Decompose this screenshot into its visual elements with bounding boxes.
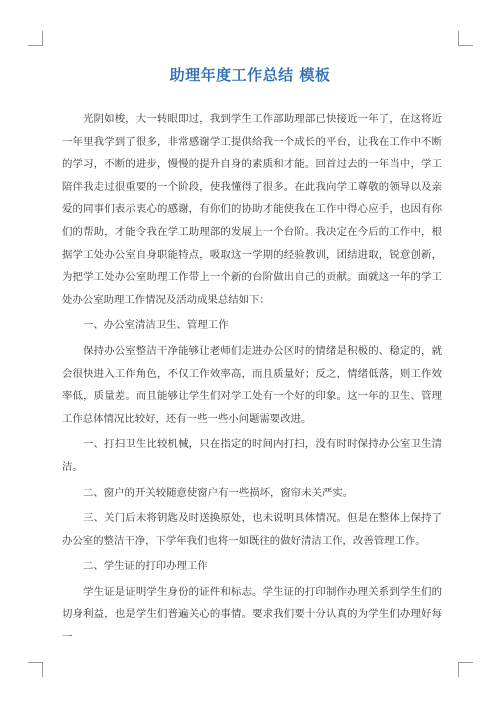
section-heading-student-id: 二、学生证的打印办理工作 bbox=[83, 560, 208, 573]
section-heading-cleaning: 一、办公室清洁卫生、管理工作 bbox=[83, 319, 229, 332]
paragraph-cleaning: 保持办公室整洁干净能够让老师们走进办公区时的情绪是积极的、稳定的，就会很快进入工作角色，不仅工作效率高，而且质量好；反之，情绪低落，则工作效率低，质量差。而且能够让学生们对学工处有一个好的印象。这一年的卫生、管理工作总体情况比较好，还有一些一些小问题需要改进。 bbox=[62, 344, 442, 425]
list-item-cleaning-1: 一、打扫卫生比较机械，只在指定的时间内打扫，没有时时保持办公室卫生清洁。 bbox=[62, 438, 442, 473]
document-body bbox=[62, 108, 442, 649]
crop-mark-top-left bbox=[28, 31, 43, 46]
list-item-cleaning-2: 二、窗户的开关较随意使窗户有一些损坏，窗帘未关严实。 bbox=[83, 486, 354, 499]
paragraph-student-id: 学生证是证明学生身份的证件和标志。学生证的打印制作办理关系到学生们的切身利益，也是学生们普遍关心的事情。要求我们要十分认真的为学生们办理好每一 bbox=[62, 585, 442, 644]
crop-mark-bottom-left bbox=[28, 662, 43, 677]
crop-mark-top-right bbox=[458, 31, 473, 46]
paragraph-intro: 光阴如梭，大一转眼即过，我到学生工作部助理部已快接近一年了，在这将近一年里我学到了很多，非常感谢学工提供给我一个成长的平台，让我在工作中不断的学习，不断的进步，慢慢的提升自身的素质和才能。回首过去的一年当中，学工陪伴我走过很重要的一个阶段，使我懂得了很多。在此我向学工尊敬的领导以及亲爱的同事们表示衷心的感谢，有你们的协助才能使我在工作中得心应手，也因有你们的帮助，才能令我在学工助理部的发展上一个台阶。我决定在今后的工作中，根据学工处办公室自身职能特点，吸取这一学期的经验教训，团结进取，锐意创新，为把学工处办公室助理工作带上一个新的台阶做出自己的贡献。面就这一年的学工处办公室助理工作情况及活动成果总结如下： bbox=[62, 113, 442, 306]
list-item-cleaning-3: 三、关门后未将钥匙及时送换原处，也未说明具体情况。但是在整体上保持了办公室的整洁干净，下学年我们也将一如既往的做好清洁工作，改善管理工作。 bbox=[62, 512, 442, 547]
document-title: 助理年度工作总结 模板 bbox=[169, 66, 331, 84]
crop-mark-bottom-right bbox=[458, 662, 473, 677]
